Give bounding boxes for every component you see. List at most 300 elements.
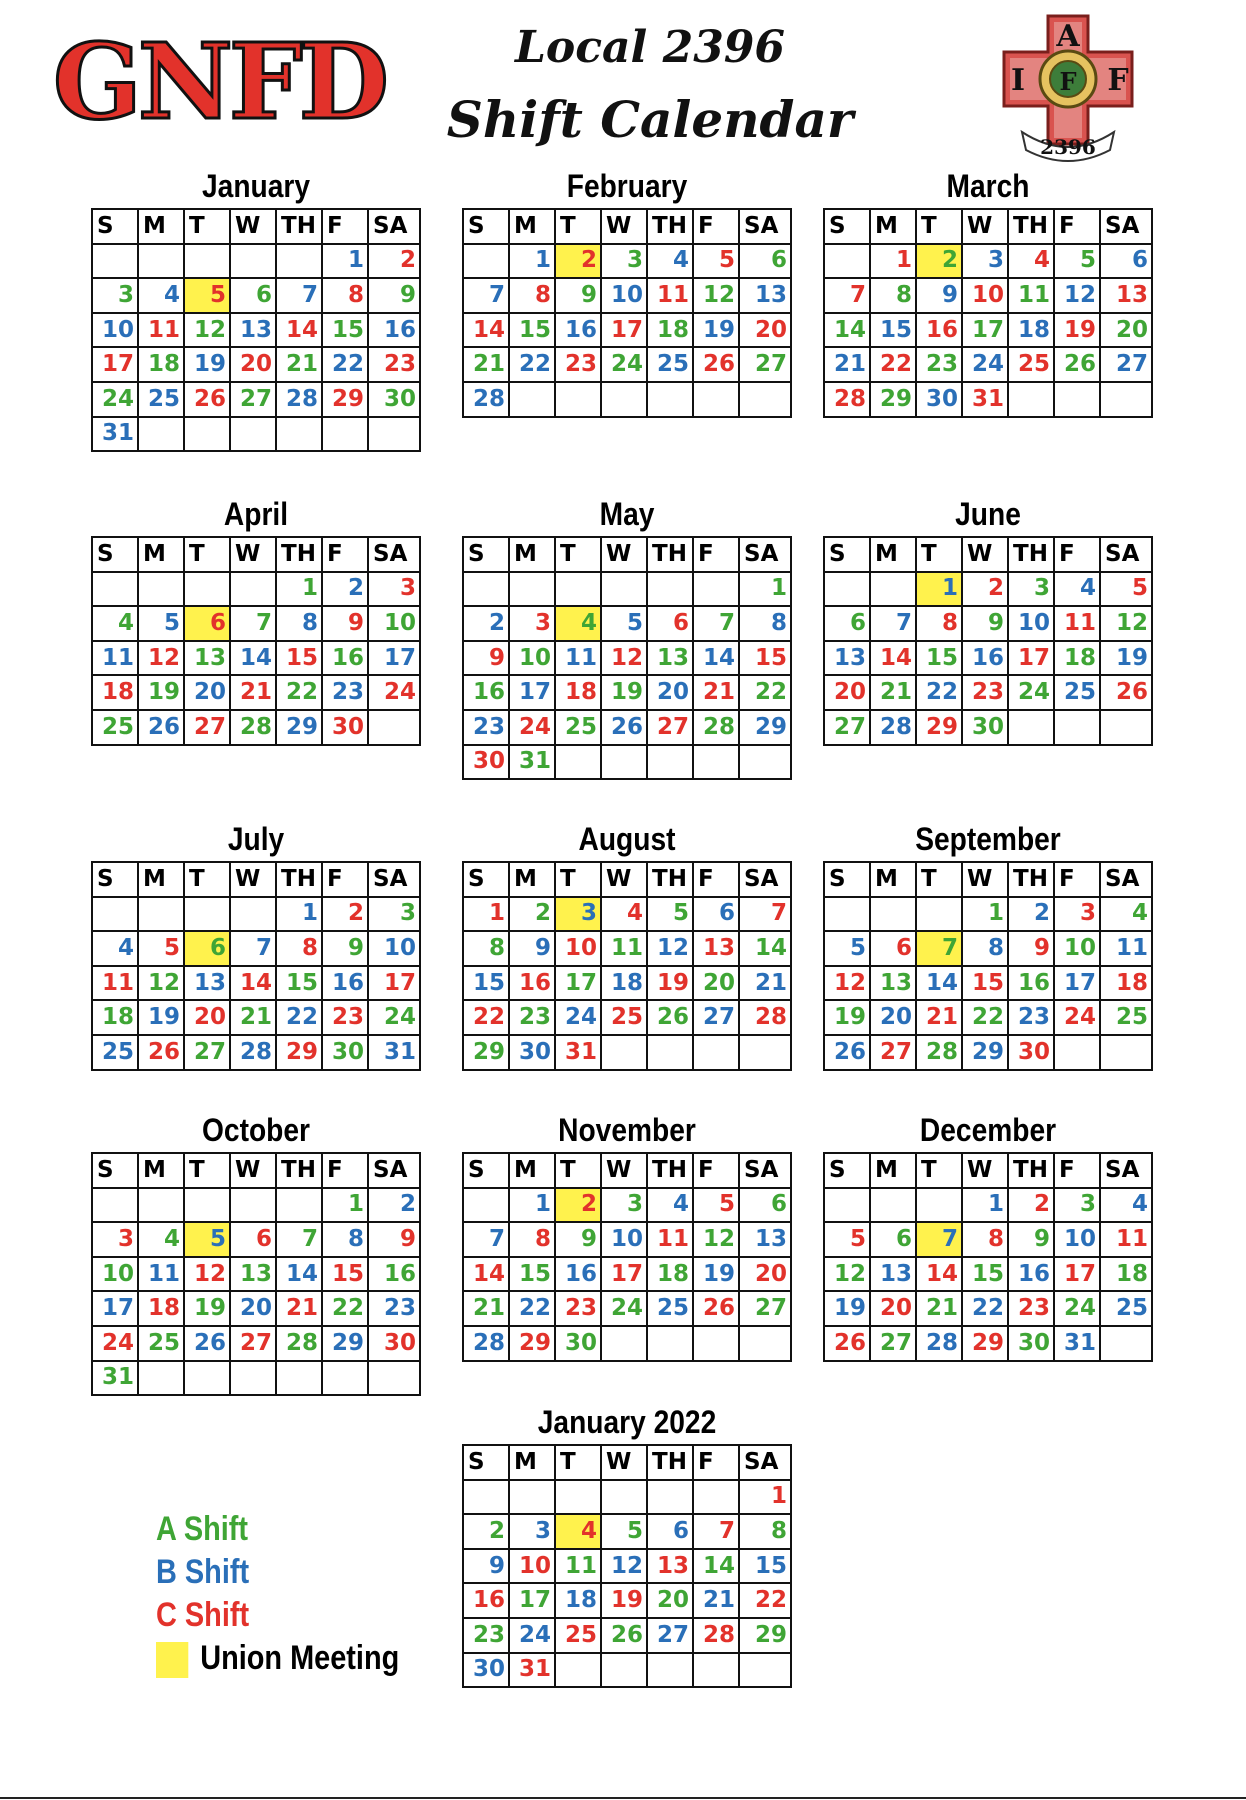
day-cell: 12	[1100, 606, 1152, 641]
empty-day-cell	[463, 244, 509, 279]
day-cell: 25	[138, 382, 184, 417]
empty-day-cell	[739, 745, 791, 780]
weekday-header: F	[1054, 537, 1100, 572]
day-cell: 16	[1008, 1257, 1054, 1292]
week-row	[824, 641, 1152, 676]
day-cell: 3	[368, 897, 420, 932]
weekday-header: M	[509, 1153, 555, 1188]
day-cell: 4	[92, 931, 138, 966]
weekday-header: T	[916, 1153, 962, 1188]
day-cell: 6	[870, 1222, 916, 1257]
weekday-header: S	[92, 862, 138, 897]
day-cell: 15	[739, 641, 791, 676]
day-cell: 16	[916, 313, 962, 348]
day-cell: 3	[1054, 1188, 1100, 1223]
day-cell: 15	[322, 1257, 368, 1292]
day-cell: 29	[739, 1618, 791, 1653]
day-cell: 19	[138, 1000, 184, 1035]
weekday-header: SA	[1100, 862, 1152, 897]
weekday-header-row	[92, 862, 420, 897]
empty-day-cell	[276, 1361, 322, 1396]
day-cell: 8	[509, 1222, 555, 1257]
day-cell: 17	[601, 313, 647, 348]
weekday-header: SA	[739, 1153, 791, 1188]
week-row	[463, 347, 791, 382]
weekday-header: W	[601, 1153, 647, 1188]
day-cell: 9	[368, 1222, 420, 1257]
day-cell: 4	[601, 897, 647, 932]
day-cell: 4	[138, 278, 184, 313]
month-table	[91, 536, 421, 746]
day-cell: 29	[870, 382, 916, 417]
union-meeting-day: 7	[916, 931, 962, 966]
day-cell: 5	[647, 897, 693, 932]
empty-day-cell	[509, 1480, 555, 1515]
weekday-header: TH	[276, 209, 322, 244]
week-row	[463, 244, 791, 279]
empty-day-cell	[555, 745, 601, 780]
week-row	[463, 278, 791, 313]
day-cell: 12	[138, 966, 184, 1001]
day-cell: 13	[824, 641, 870, 676]
union-meeting-day: 2	[555, 244, 601, 279]
day-cell: 27	[647, 1618, 693, 1653]
weekday-header: M	[870, 537, 916, 572]
day-cell: 8	[870, 278, 916, 313]
week-row	[92, 278, 420, 313]
day-cell: 13	[184, 641, 230, 676]
day-cell: 21	[870, 675, 916, 710]
day-cell: 15	[509, 313, 555, 348]
weekday-header: W	[601, 209, 647, 244]
week-row	[463, 1291, 791, 1326]
day-cell: 14	[276, 1257, 322, 1292]
day-cell: 9	[368, 278, 420, 313]
week-row	[824, 1188, 1152, 1223]
day-cell: 7	[739, 897, 791, 932]
day-cell: 13	[230, 313, 276, 348]
day-cell: 18	[1100, 1257, 1152, 1292]
gnfd-logo-text: GNFD	[53, 20, 385, 143]
month-october	[91, 1108, 421, 1396]
day-cell: 25	[647, 1291, 693, 1326]
weekday-header: S	[824, 537, 870, 572]
day-cell: 14	[693, 1549, 739, 1584]
month-january-2022	[462, 1400, 792, 1688]
day-cell: 5	[138, 606, 184, 641]
empty-day-cell	[509, 572, 555, 607]
empty-day-cell	[647, 572, 693, 607]
weekday-header: M	[138, 209, 184, 244]
day-cell: 2	[962, 572, 1008, 607]
seal-number: 2396	[1040, 135, 1096, 159]
day-cell: 16	[368, 1257, 420, 1292]
day-cell: 20	[1100, 313, 1152, 348]
day-cell: 16	[463, 675, 509, 710]
weekday-header: S	[824, 1153, 870, 1188]
day-cell: 9	[555, 1222, 601, 1257]
week-row	[824, 382, 1152, 417]
day-cell: 20	[870, 1291, 916, 1326]
day-cell: 31	[962, 382, 1008, 417]
day-cell: 9	[463, 641, 509, 676]
day-cell: 28	[739, 1000, 791, 1035]
day-cell: 4	[92, 606, 138, 641]
day-cell: 16	[962, 641, 1008, 676]
day-cell: 11	[647, 278, 693, 313]
month-name: February	[566, 168, 688, 204]
week-row	[463, 1583, 791, 1618]
weekday-header: S	[463, 1153, 509, 1188]
day-cell: 22	[322, 347, 368, 382]
weekday-header: T	[555, 537, 601, 572]
day-cell: 22	[870, 347, 916, 382]
day-cell: 23	[916, 347, 962, 382]
day-cell: 25	[601, 1000, 647, 1035]
empty-day-cell	[138, 897, 184, 932]
month-name: January	[201, 168, 310, 204]
day-cell: 30	[463, 745, 509, 780]
day-cell: 18	[92, 675, 138, 710]
week-row	[92, 347, 420, 382]
empty-day-cell	[138, 572, 184, 607]
bottom-divider	[0, 1797, 1246, 1799]
day-cell: 6	[230, 278, 276, 313]
day-cell: 9	[916, 278, 962, 313]
day-cell: 31	[92, 417, 138, 452]
day-cell: 17	[509, 675, 555, 710]
day-cell: 25	[555, 1618, 601, 1653]
day-cell: 9	[509, 931, 555, 966]
weekday-header-row	[463, 209, 791, 244]
empty-day-cell	[230, 1188, 276, 1223]
union-meeting-day: 2	[555, 1188, 601, 1223]
week-row	[92, 606, 420, 641]
weekday-header: SA	[739, 1445, 791, 1480]
week-row	[92, 572, 420, 607]
empty-day-cell	[693, 745, 739, 780]
month-table	[823, 536, 1153, 746]
empty-day-cell	[184, 417, 230, 452]
day-cell: 8	[739, 606, 791, 641]
weekday-header: TH	[1008, 862, 1054, 897]
day-cell: 25	[647, 347, 693, 382]
day-cell: 15	[916, 641, 962, 676]
legend-union-meeting	[156, 1637, 399, 1680]
month-table	[823, 208, 1153, 418]
weekday-header: TH	[1008, 1153, 1054, 1188]
weekday-header: TH	[276, 537, 322, 572]
week-row	[824, 1222, 1152, 1257]
day-cell: 14	[463, 313, 509, 348]
day-cell: 23	[509, 1000, 555, 1035]
day-cell: 25	[555, 710, 601, 745]
day-cell: 27	[824, 710, 870, 745]
day-cell: 8	[276, 606, 322, 641]
day-cell: 25	[1100, 1291, 1152, 1326]
day-cell: 13	[1100, 278, 1152, 313]
day-cell: 4	[647, 1188, 693, 1223]
day-cell: 6	[647, 606, 693, 641]
legend-b-shift: B Shift	[156, 1553, 250, 1591]
day-cell: 26	[184, 382, 230, 417]
day-cell: 6	[693, 897, 739, 932]
day-cell: 26	[184, 1326, 230, 1361]
day-cell: 31	[509, 1653, 555, 1688]
day-cell: 24	[368, 675, 420, 710]
day-cell: 9	[962, 606, 1008, 641]
empty-day-cell	[92, 572, 138, 607]
weekday-header-row	[824, 1153, 1152, 1188]
day-cell: 15	[463, 966, 509, 1001]
week-row	[463, 641, 791, 676]
day-cell: 3	[1008, 572, 1054, 607]
day-cell: 3	[962, 244, 1008, 279]
day-cell: 30	[916, 382, 962, 417]
day-cell: 30	[322, 1035, 368, 1070]
day-cell: 5	[1054, 244, 1100, 279]
week-row	[824, 675, 1152, 710]
empty-day-cell	[870, 897, 916, 932]
day-cell: 11	[1100, 1222, 1152, 1257]
day-cell: 27	[1100, 347, 1152, 382]
day-cell: 23	[555, 347, 601, 382]
weekday-header: S	[92, 1153, 138, 1188]
day-cell: 7	[693, 1514, 739, 1549]
day-cell: 1	[322, 1188, 368, 1223]
day-cell: 13	[739, 1222, 791, 1257]
day-cell: 15	[276, 966, 322, 1001]
week-row	[92, 1291, 420, 1326]
week-row	[92, 1035, 420, 1070]
empty-day-cell	[601, 382, 647, 417]
month-name: January 2022	[537, 1404, 717, 1440]
day-cell: 29	[276, 1035, 322, 1070]
week-row	[463, 1618, 791, 1653]
week-row	[92, 1188, 420, 1223]
day-cell: 2	[463, 606, 509, 641]
week-row	[824, 1257, 1152, 1292]
weekday-header: S	[463, 862, 509, 897]
union-meeting-day: 4	[555, 1514, 601, 1549]
day-cell: 11	[138, 1257, 184, 1292]
day-cell: 21	[916, 1291, 962, 1326]
day-cell: 26	[647, 1000, 693, 1035]
week-row	[824, 1000, 1152, 1035]
shift-legend	[156, 1508, 442, 1680]
weekday-header: TH	[647, 1153, 693, 1188]
day-cell: 12	[601, 1549, 647, 1584]
weekday-header: M	[509, 209, 555, 244]
weekday-header: W	[962, 862, 1008, 897]
day-cell: 28	[463, 382, 509, 417]
day-cell: 29	[962, 1326, 1008, 1361]
day-cell: 17	[509, 1583, 555, 1618]
empty-day-cell	[230, 897, 276, 932]
day-cell: 10	[601, 1222, 647, 1257]
day-cell: 14	[463, 1257, 509, 1292]
week-row	[824, 313, 1152, 348]
day-cell: 12	[138, 641, 184, 676]
day-cell: 18	[555, 675, 601, 710]
union-meeting-day: 5	[184, 1222, 230, 1257]
day-cell: 14	[824, 313, 870, 348]
day-cell: 3	[368, 572, 420, 607]
day-cell: 11	[92, 966, 138, 1001]
day-cell: 24	[92, 1326, 138, 1361]
seal-letter-right: F	[1107, 63, 1129, 98]
day-cell: 12	[184, 1257, 230, 1292]
weekday-header: T	[916, 537, 962, 572]
union-meeting-day: 4	[555, 606, 601, 641]
weekday-header: W	[962, 209, 1008, 244]
weekday-header: W	[230, 537, 276, 572]
day-cell: 6	[1100, 244, 1152, 279]
empty-day-cell	[1100, 382, 1152, 417]
weekday-header: W	[601, 1445, 647, 1480]
week-row	[92, 1000, 420, 1035]
day-cell: 24	[962, 347, 1008, 382]
day-cell: 28	[693, 1618, 739, 1653]
union-meeting-day: 6	[184, 931, 230, 966]
weekday-header: F	[693, 862, 739, 897]
day-cell: 10	[962, 278, 1008, 313]
weekday-header: F	[693, 1153, 739, 1188]
day-cell: 11	[1100, 931, 1152, 966]
empty-day-cell	[601, 572, 647, 607]
day-cell: 11	[1008, 278, 1054, 313]
weekday-header: W	[230, 209, 276, 244]
day-cell: 17	[962, 313, 1008, 348]
union-meeting-day: 1	[916, 572, 962, 607]
day-cell: 27	[184, 1035, 230, 1070]
day-cell: 19	[184, 1291, 230, 1326]
day-cell: 3	[1054, 897, 1100, 932]
weekday-header: W	[230, 862, 276, 897]
day-cell: 5	[601, 606, 647, 641]
week-row	[92, 675, 420, 710]
day-cell: 8	[962, 931, 1008, 966]
month-table	[462, 1444, 792, 1688]
empty-day-cell	[647, 1326, 693, 1361]
day-cell: 8	[916, 606, 962, 641]
weekday-header: SA	[368, 537, 420, 572]
day-cell: 6	[824, 606, 870, 641]
day-cell: 5	[824, 1222, 870, 1257]
day-cell: 11	[92, 641, 138, 676]
day-cell: 7	[824, 278, 870, 313]
day-cell: 12	[824, 1257, 870, 1292]
day-cell: 25	[138, 1326, 184, 1361]
empty-day-cell	[647, 1035, 693, 1070]
day-cell: 11	[555, 641, 601, 676]
day-cell: 1	[739, 1480, 791, 1515]
day-cell: 30	[1008, 1326, 1054, 1361]
day-cell: 22	[276, 675, 322, 710]
month-table	[91, 861, 421, 1071]
weekday-header: F	[693, 209, 739, 244]
calendar-title-line2: Shift Calendar	[446, 90, 854, 149]
weekday-header: M	[870, 1153, 916, 1188]
day-cell: 26	[138, 1035, 184, 1070]
day-cell: 6	[739, 1188, 791, 1223]
week-row	[463, 1188, 791, 1223]
day-cell: 16	[322, 966, 368, 1001]
day-cell: 1	[276, 897, 322, 932]
day-cell: 18	[1008, 313, 1054, 348]
weekday-header: SA	[368, 1153, 420, 1188]
empty-day-cell	[1008, 710, 1054, 745]
weekday-header: TH	[647, 537, 693, 572]
day-cell: 9	[1008, 931, 1054, 966]
day-cell: 15	[870, 313, 916, 348]
day-cell: 20	[184, 675, 230, 710]
empty-day-cell	[1100, 710, 1152, 745]
day-cell: 10	[509, 1549, 555, 1584]
day-cell: 16	[463, 1583, 509, 1618]
union-meeting-swatch	[156, 1642, 188, 1678]
day-cell: 10	[1008, 606, 1054, 641]
day-cell: 29	[463, 1035, 509, 1070]
week-row	[824, 1035, 1152, 1070]
empty-day-cell	[1054, 382, 1100, 417]
day-cell: 6	[739, 244, 791, 279]
week-row	[824, 1326, 1152, 1361]
day-cell: 19	[1054, 313, 1100, 348]
day-cell: 5	[138, 931, 184, 966]
weekday-header-row	[463, 1445, 791, 1480]
day-cell: 27	[230, 382, 276, 417]
empty-day-cell	[1100, 1035, 1152, 1070]
empty-day-cell	[230, 572, 276, 607]
day-cell: 13	[739, 278, 791, 313]
week-row	[463, 897, 791, 932]
day-cell: 5	[824, 931, 870, 966]
seal-letter-center: F	[1059, 67, 1077, 96]
day-cell: 14	[916, 966, 962, 1001]
weekday-header: M	[509, 537, 555, 572]
day-cell: 22	[962, 1000, 1008, 1035]
day-cell: 6	[870, 931, 916, 966]
day-cell: 30	[463, 1653, 509, 1688]
month-february	[462, 164, 792, 418]
day-cell: 23	[1008, 1000, 1054, 1035]
empty-day-cell	[601, 1480, 647, 1515]
empty-day-cell	[601, 1326, 647, 1361]
day-cell: 10	[92, 1257, 138, 1292]
empty-day-cell	[322, 1361, 368, 1396]
empty-day-cell	[463, 572, 509, 607]
day-cell: 27	[184, 710, 230, 745]
day-cell: 30	[368, 1326, 420, 1361]
day-cell: 20	[739, 313, 791, 348]
month-august	[462, 817, 792, 1071]
day-cell: 12	[693, 278, 739, 313]
day-cell: 2	[463, 1514, 509, 1549]
day-cell: 22	[509, 347, 555, 382]
day-cell: 27	[739, 347, 791, 382]
empty-day-cell	[555, 1480, 601, 1515]
day-cell: 10	[368, 606, 420, 641]
day-cell: 30	[962, 710, 1008, 745]
day-cell: 19	[138, 675, 184, 710]
day-cell: 10	[92, 313, 138, 348]
day-cell: 28	[230, 710, 276, 745]
day-cell: 26	[138, 710, 184, 745]
weekday-header: F	[1054, 209, 1100, 244]
day-cell: 20	[693, 966, 739, 1001]
gnfd-logo	[53, 20, 385, 143]
